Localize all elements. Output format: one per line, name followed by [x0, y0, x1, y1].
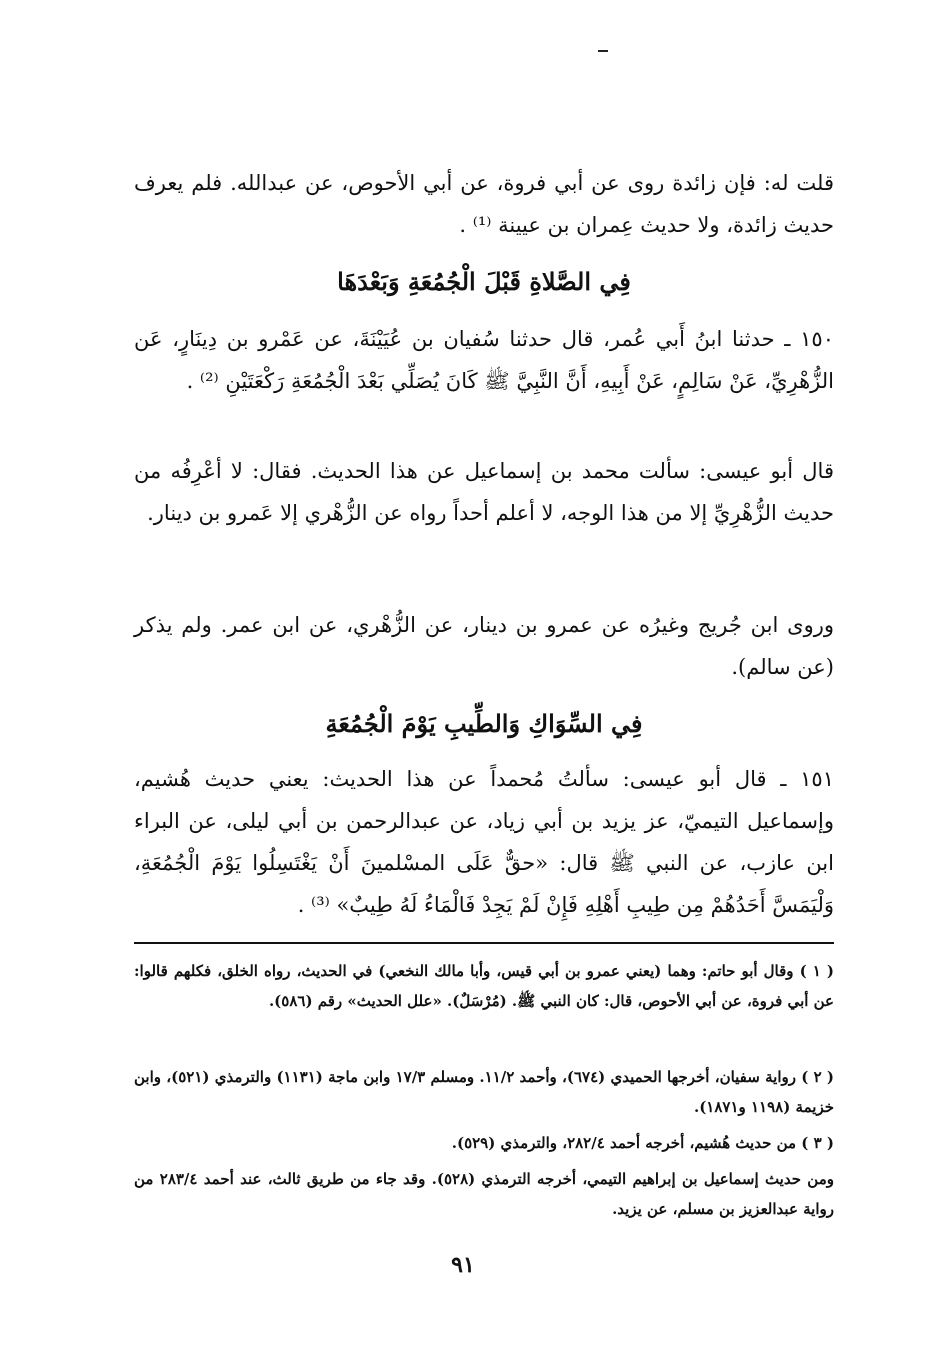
section-heading-prayer	[134, 262, 834, 302]
footnote-2: ( ٢ ) رواية سفيان، أخرجها الحميدي (٦٧٤)، وأحمد ١١/٢. ومسلم ١٧/٣ وابن ماجة (١١٣١) والترمذي (٥٢١)، وابن خزيمة (١١٩٨ و١٨٧١).	[134, 1068, 835, 1116]
section-heading-siwak	[134, 704, 834, 744]
footnote-3-continuation: ومن حديث إسماعيل بن إبراهيم التيمي، أخرجه الترمذي (٥٢٨). وقد جاء من طريق ثالث، عند أحمد ٢٨٣/٤ من رواية عبدالعزيز بن مسلم، عن يزيد.	[134, 1170, 834, 1218]
commentary-2	[134, 604, 834, 688]
hadith-150	[134, 318, 834, 402]
intro-text: قلت له: فإن زائدة روى عن أبي فروة، عن أبي الأحوص، عن عبدالله. فلم يعرف حديث زائدة، ولا حديث عِمران بن عيينة ⁽¹⁾ .	[134, 171, 834, 237]
heading-siwak-perfume: فِي السِّوَاكِ وَالطِّيبِ يَوْمَ الْجُمُعَةِ	[325, 709, 643, 738]
top-mark	[598, 50, 608, 52]
footnote-1: ( ١ ) وقال أبو حاتم: وهما (يعني عمرو بن أبي قيس، وأبا مالك النخعي) في الحديث، رواه الخلق، فكلهم قالوا: عن أبي فروة، عن أبي الأحوص، قال: كان النبي ﷺ. (مُرْسَلٌ). «علل الحديث» رقم (٥٨٦).	[134, 962, 834, 1010]
heading-prayer-friday: فِي الصَّلاةِ قَبْلَ الْجُمُعَةِ وَبَعْدَهَا	[337, 267, 631, 296]
commentary-1-text: قال أبو عيسى: سألت محمد بن إسماعيل عن هذا الحديث. فقال: لا أعْرِفُه من حديث الزُّهْرِيِّ إلا من هذا الوجه، لا أعلم أحداً رواه عن الزُّهْري إلا عَمرو بن دينار.	[134, 459, 834, 525]
hadith-151-text: ١٥١ ـ قال أبو عيسى: سألتُ مُحمداً عن هذا الحديث: يعني حديث هُشيم، وإسماعيل التيميّ، عز يزيد بن أبي زياد، عن عبدالرحمن بن أبي ليلى، عن البراء ابن عازب، عن النبي ﷺ قال: «حقٌّ عَلَى المسْلمينَ أَنْ يَغْتَسِلُوا يَوْمَ الْجُمُعَةِ، وَلْيَمَسَّ أَحَدُهُمْ مِن طِيبِ أَهْلِهِ فَإِنْ لَمْ يَجِدْ فَالْمَاءُ لَهُ طِيبٌ» ⁽³⁾ .	[134, 767, 834, 917]
hadith-151	[134, 758, 834, 926]
hadith-150-text: ١٥٠ ـ حدثنا ابنُ أَبي عُمر، قال حدثنا سُفيان بن عُيَيْنَةَ، عن عَمْرو بن دِينَارٍ، عَن الزُّهْرِيِّ، عَنْ سَالِمٍ، عَنْ أَبِيهِ، أَنَّ النَّبِيَّ ﷺ كَانَ يُصَلِّي بَعْدَ الْجُمُعَةِ رَكْعَتَيْنِ ⁽²⁾ .	[134, 327, 834, 393]
intro-paragraph	[134, 162, 834, 246]
footnote-3: ( ٣ ) من حديث هُشيم، أخرجه أحمد ٢٨٢/٤، والترمذي (٥٢٩).	[451, 1134, 834, 1152]
page-number: ٩١	[451, 1252, 475, 1278]
footnote-separator	[134, 942, 834, 944]
commentary-2-text: وروى ابن جُريج وغيرُه عن عمرو بن دينار، عن الزُّهْري، عن ابن عمر. ولم يذكر (عن سالم).	[134, 613, 834, 679]
commentary-1	[134, 450, 834, 534]
